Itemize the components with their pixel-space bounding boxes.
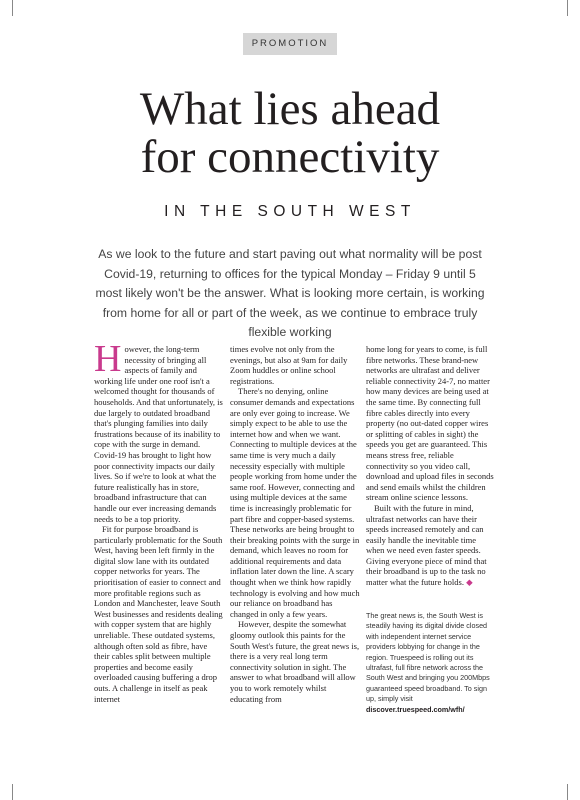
section-tag: PROMOTION (243, 33, 337, 55)
standfirst: As we look to the future and start paving out what normality will be post Covid-19, returning to offices for the typical Monday – Friday 9 until 5 most likely won't be the answer. What is looking more certain, is working from home for all or part of the week, as we continue to embrace truly flexible working (95, 247, 485, 340)
crop-mark (567, 784, 568, 800)
crop-mark (12, 0, 13, 16)
paragraph: Fit for purpose broadband is particularly problematic for the South West, having been left firmly in the digital slow lane with its outdated copper networks for years. The prioritisation of easier to connect and more profitable regions such as London and Manchester, leave South West businesses and residents dealing with copper system that are highly unreliable. These outdated systems, although often sold as fibre, have their cables split between multiple properties and become easily overloaded causing buffering a drop outs. A challenge in itself as peak internet (94, 524, 223, 704)
crop-mark (567, 0, 568, 16)
paragraph: There's no denying, online consumer demands and expectations are only ever going to increase. We simply expect to be able to use the internet how and when we want. Connecting to multiple devices at the same time is very much a daily necessity especially with multiple people working from home under the same roof. However, connecting and using multiple devices at the same time is increasingly problematic for part fibre and copper-based systems. These networks are being brought to their breaking points with the surge in demand, which leaves no room for additional requirements and data inflation later down the line. A scary thought when we think how rapidly technology is evolving and how much our reliance on broadband has changed in only a few years. (230, 386, 360, 619)
body-column-2 (230, 344, 360, 704)
end-mark-icon: ◆ (466, 577, 473, 588)
body-column-1 (94, 338, 224, 704)
signup-link[interactable]: discover.truespeed.com/wfh/ (366, 704, 465, 714)
paragraph: Built with the future in mind, ultrafast networks can have their speeds increased remotely and can easily handle the inevitable time when we need even faster speeds. Giving everyone piece of mind that their broadband is up to the task no matter what the future holds. ◆ (366, 502, 487, 588)
subheadline: IN THE SOUTH WEST (164, 203, 416, 220)
body-column-3 (366, 344, 496, 588)
paragraph: home long for years to come, is full fibre networks. These brand-new networks are ultrafast and deliver reliable connectivity 24-7, no matter how many devices are being used at the same time. By connecting full fibre cables directly into every property (no out-dated copper wires or splitting of cables in sight) the speeds you get are guaranteed. This means stress free, reliable connectivity so you video call, download and upload files in seconds and send emails whilst the children stream online science lessons. (366, 344, 494, 503)
headline (40, 85, 540, 181)
crop-mark (12, 784, 13, 800)
headline-line-1: What lies ahead (139, 83, 441, 135)
promo-sidebar (366, 611, 496, 715)
paragraph: However, despite the somewhat gloomy outlook this paints for the South West's future, the great news is, there is a very real long term connectivity solution in sight. The answer to what broadband will allow you to work remotely whilst educating from (230, 619, 360, 704)
sidebar-text: The great news is, the South West is steadily having its digital divide closed with independent internet service providers lobbying for change in the region. Truespeed is rolling out its ultrafast, full fibre network across the South West and bringing you 200Mbps guaranteed speed broadband. To sign up, simply visit (366, 611, 490, 704)
headline-line-2: for connectivity (140, 131, 440, 183)
paragraph: However, the long-term necessity of bringing all aspects of family and working life under one roof isn't a welcomed thought for thousands of households. And that unfortunately, is due largely to outdated broadband that's plunging families into daily frustrations because of its inability to cope with the surge in demand. Covid-19 has brought to light how poor connectivity impacts our daily lives. So if we're to look at what the future realistically has in store, broadband infrastructure that can handle our ever increasing demands needs to be a top priority. (94, 338, 223, 524)
paragraph: times evolve not only from the evenings, but also at 9am for daily Zoom huddles or online school registrations. (230, 344, 348, 386)
drop-cap: H (94, 338, 122, 380)
